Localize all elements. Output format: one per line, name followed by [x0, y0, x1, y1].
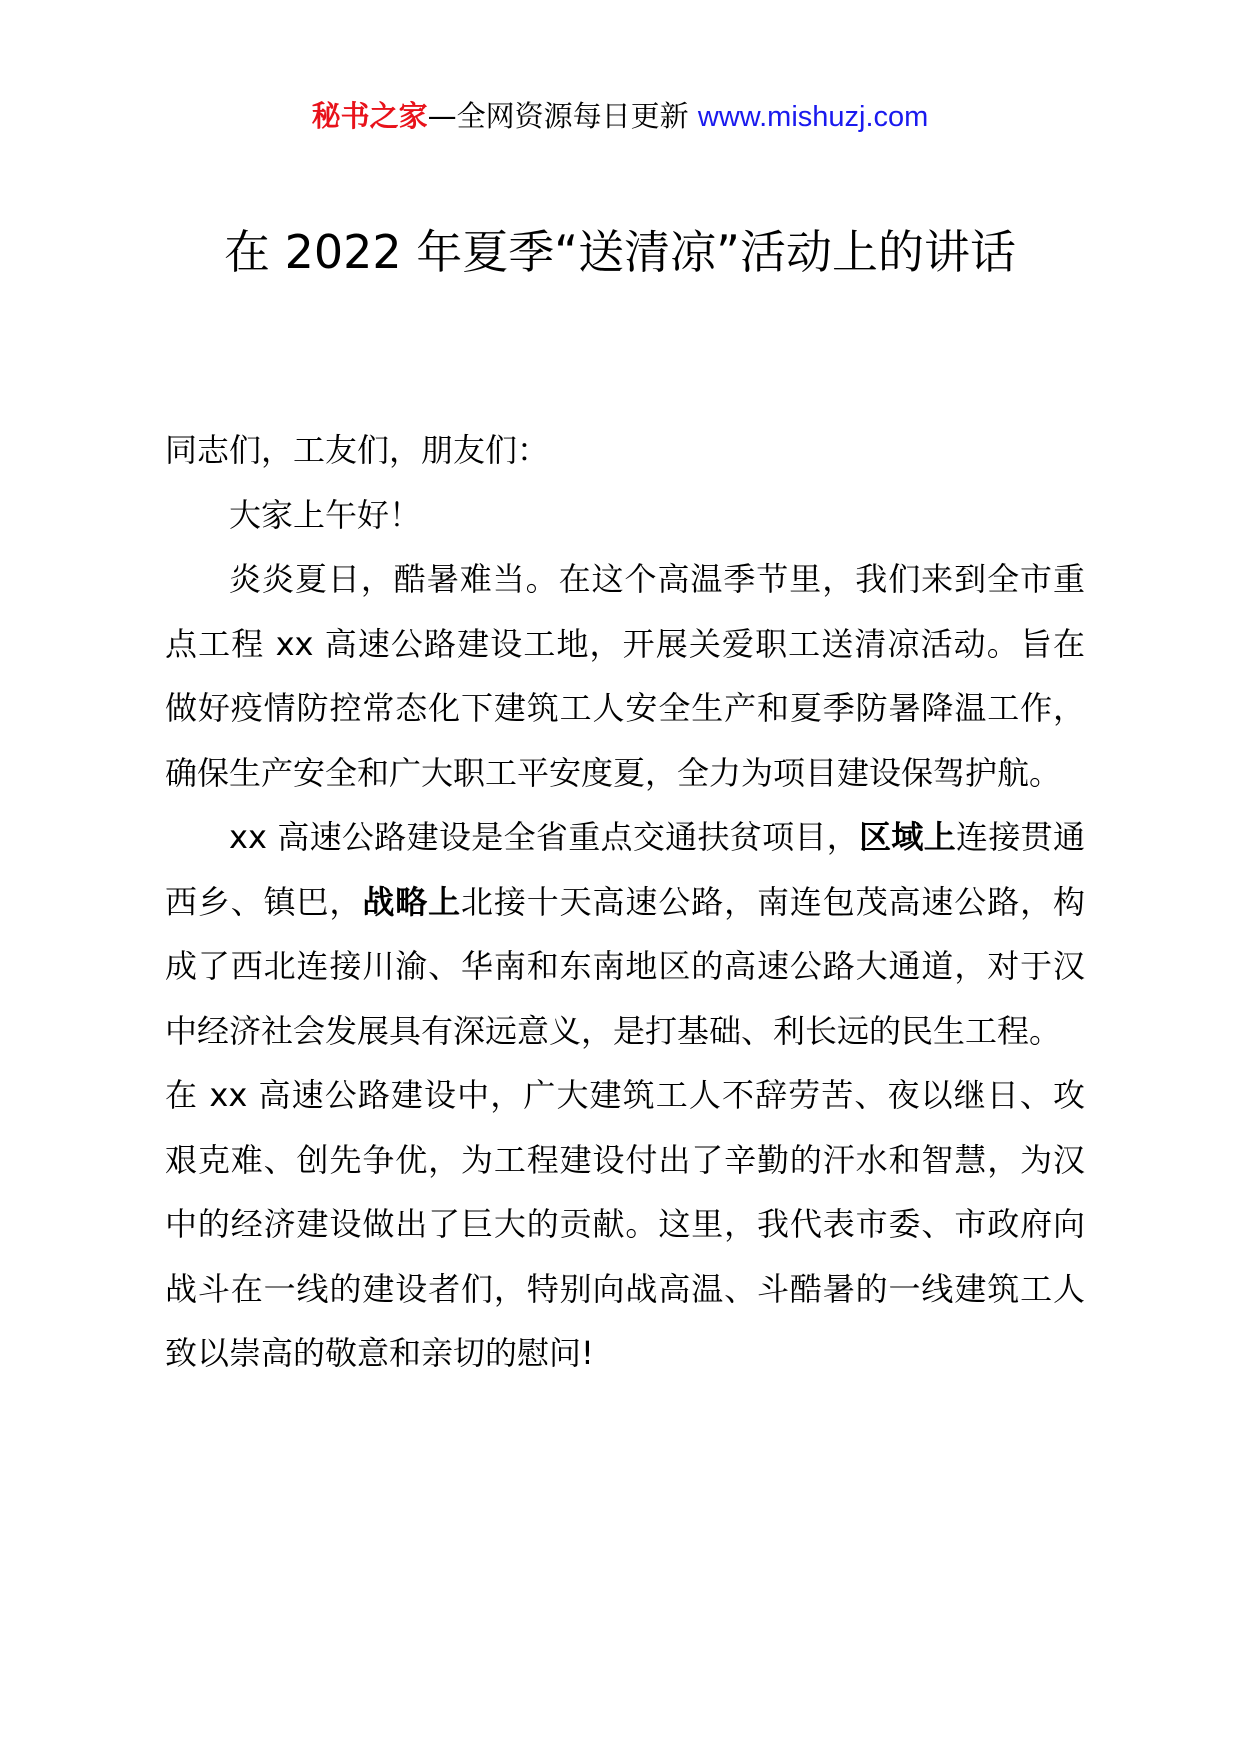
bold-phrase-region: 区域上 [859, 818, 957, 856]
salutation: 同志们，工友们，朋友们： [165, 431, 550, 469]
paragraph-2-part-2: 连接贯通西乡、镇巴， [165, 818, 1085, 921]
document-body [165, 418, 1085, 1386]
paragraph-2 [165, 805, 1085, 1063]
document-title: 在 2022 年夏季“送清凉”活动上的讲话 [224, 225, 1016, 279]
site-slogan: —全网资源每日更新 [427, 99, 698, 133]
paragraph-2-part-1: xx 高速公路建设是全省重点交通扶贫项目， [229, 818, 860, 856]
greeting: 大家上午好！ [229, 495, 422, 534]
site-header [0, 96, 1240, 137]
paragraph-1: 炎炎夏日，酷暑难当。在这个高温季节里，我们来到全市重点工程 xx 高速公路建设工地，开展关爱职工送清凉活动。旨在做好疫情防控常态化下建筑工人安全生产和夏季防暑降温工作，确保生产安全和广大职工平安度夏，全力为项目建设保驾护航。 [165, 560, 1085, 792]
site-name: 秘书之家 [311, 99, 428, 133]
paragraph-2-part-3: 北接十天高速公路，南连包茂高速公路，构成了西北连接川渝、华南和东南地区的高速公路大通道，对于汉中经济社会发展具有深远意义，是打基础、利长远的民生工程。 [165, 882, 1085, 1050]
bold-phrase-strategy: 战略上 [362, 882, 461, 921]
paragraph-3: 在 xx 高速公路建设中，广大建筑工人不辞劳苦、夜以继日、攻艰克难、创先争优，为工程建设付出了辛勤的汗水和智慧，为汉中的经济建设做出了巨大的贡献。这里，我代表市委、市政府向战斗在一线的建设者们，特别向战高温、斗酷暑的一线建筑工人致以崇高的敬意和亲切的慰问! [165, 1076, 1085, 1372]
site-url-link[interactable]: www.mishuzj.com [697, 101, 929, 133]
